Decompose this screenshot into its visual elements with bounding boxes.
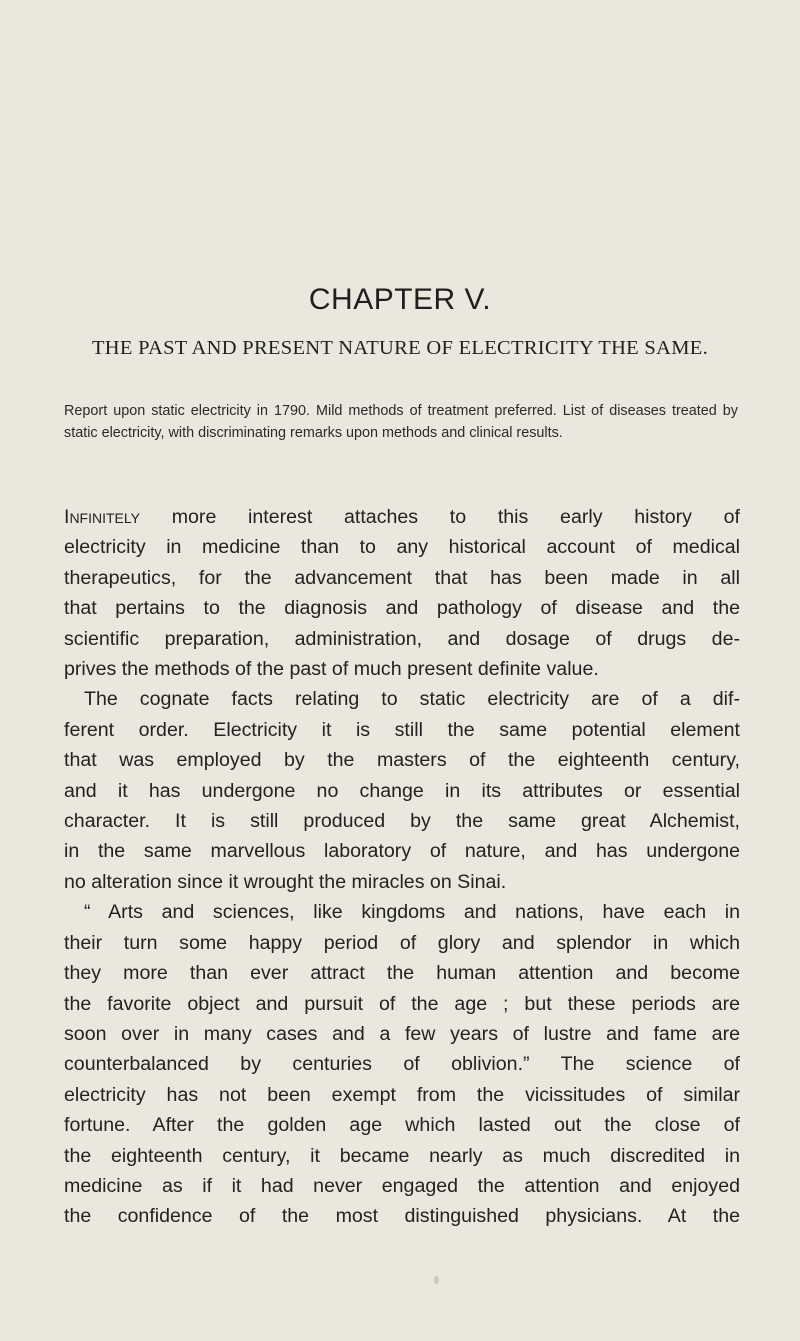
text-line: electricity has not been exempt from the vicissitudes of similar xyxy=(64,1083,740,1106)
text-line: therapeutics, for the advancement that has been made in all xyxy=(64,566,740,589)
chapter-synopsis: Report upon static electricity in 1790. Mild methods of treatment preferred. List of diseases treated by static electricity, with discriminating remarks upon methods and clinical results. xyxy=(64,403,738,441)
text-line: counterbalanced by centuries of oblivion.” The science of xyxy=(64,1053,740,1076)
paper-blemish xyxy=(434,1276,439,1284)
text-line: character. It is still produced by the same great Alchemist, xyxy=(64,810,740,833)
text-line: the eighteenth century, it became nearly as much discredited in xyxy=(64,1144,740,1167)
text-line: that pertains to the diagnosis and pathology of disease and the xyxy=(64,597,740,620)
text-line: ferent order. Electricity it is still the same potential element xyxy=(64,718,740,741)
chapter-heading: CHAPTER V. xyxy=(308,283,492,316)
text-line: and it has undergone no change in its attributes or essential xyxy=(64,779,740,802)
text-line: medicine as if it had never engaged the attention and enjoyed xyxy=(64,1174,740,1197)
text-line: that was employed by the masters of the eighteenth century, xyxy=(64,749,740,772)
text-line: Infinitely more interest attaches to this early history of xyxy=(64,506,740,528)
text-line: their turn some happy period of glory and splendor in which xyxy=(64,931,740,954)
text-line: prives the methods of the past of much present definite value. xyxy=(64,658,599,681)
text-line: the favorite object and pursuit of the age ; but these periods are xyxy=(64,992,740,1015)
chapter-title: THE PAST AND PRESENT NATURE OF ELECTRICITY THE SAME. xyxy=(91,337,709,359)
lead-word: Infinitely xyxy=(64,506,140,528)
text-line: no alteration since it wrought the miracles on Sinai. xyxy=(64,870,507,893)
text-line: they more than ever attract the human attention and become xyxy=(64,962,740,985)
text-line: soon over in many cases and a few years of lustre and fame are xyxy=(64,1022,740,1045)
text-line: the confidence of the most distinguished physicians. At the xyxy=(64,1205,740,1228)
body-text xyxy=(64,502,740,1232)
text-line: “ Arts and sciences, like kingdoms and nations, have each in xyxy=(84,901,740,924)
text-line: fortune. After the golden age which lasted out the close of xyxy=(64,1114,740,1137)
text-line: scientific preparation, administration, and dosage of drugs de- xyxy=(64,627,740,650)
text-line: The cognate facts relating to static electricity are of a dif- xyxy=(84,688,740,711)
text-line: in the same marvellous laboratory of nature, and has undergone xyxy=(64,840,740,863)
text-line: electricity in medicine than to any historical account of medical xyxy=(64,536,740,559)
